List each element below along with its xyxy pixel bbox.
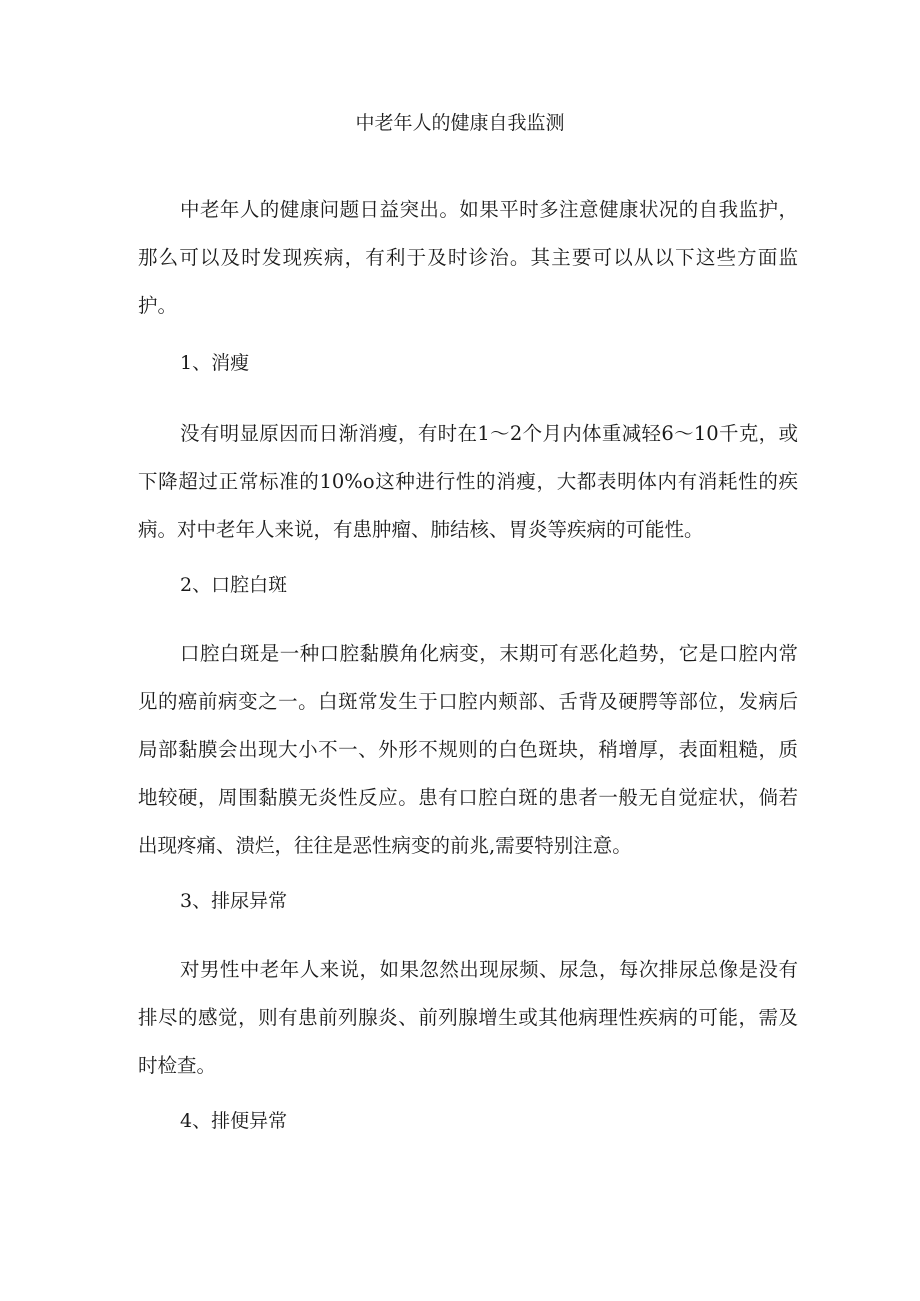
section-heading-4: 4、排便异常 xyxy=(180,1110,288,1132)
section-heading-2: 2、口腔白斑 xyxy=(180,574,288,596)
section-body-3: 对男性中老年人来说，如果忽然出现尿频、尿急，每次排尿总像是没有排尽的感觉，则有患前列腺炎、前列腺增生或其他病理性疾病的可能，需及时检查。 xyxy=(138,958,798,1077)
section-heading-1: 1、消瘦 xyxy=(180,352,250,374)
section-body-1: 没有明显原因而日渐消瘦，有时在1～2个月内体重减轻6～10千克，或下降超过正常标准的10%o这种进行性的消瘦，大都表明体内有消耗性的疾病。对中老年人来说，有患肿瘤、肺结核、胃炎等疾病的可能性。 xyxy=(138,422,798,541)
section-body-2: 口腔白斑是一种口腔黏膜角化病变，末期可有恶化趋势，它是口腔内常见的癌前病变之一。白斑常发生于口腔内颊部、舌背及硬腭等部位，发病后局部黏膜会出现大小不一、外形不规则的白色斑块，稍增厚，表面粗糙，质地较硬，周围黏膜无炎性反应。患有口腔白斑的患者一般无自觉症状，倘若出现疼痛、溃烂，往往是恶性病变的前兆,需要特别注意。 xyxy=(138,642,798,857)
intro-paragraph: 中老年人的健康问题日益突出。如果平时多注意健康状况的自我监护，那么可以及时发现疾病，有利于及时诊治。其主要可以从以下这些方面监护。 xyxy=(138,198,798,317)
section-heading-3: 3、排尿异常 xyxy=(180,890,288,912)
document-title: 中老年人的健康自我监测 xyxy=(355,112,565,134)
